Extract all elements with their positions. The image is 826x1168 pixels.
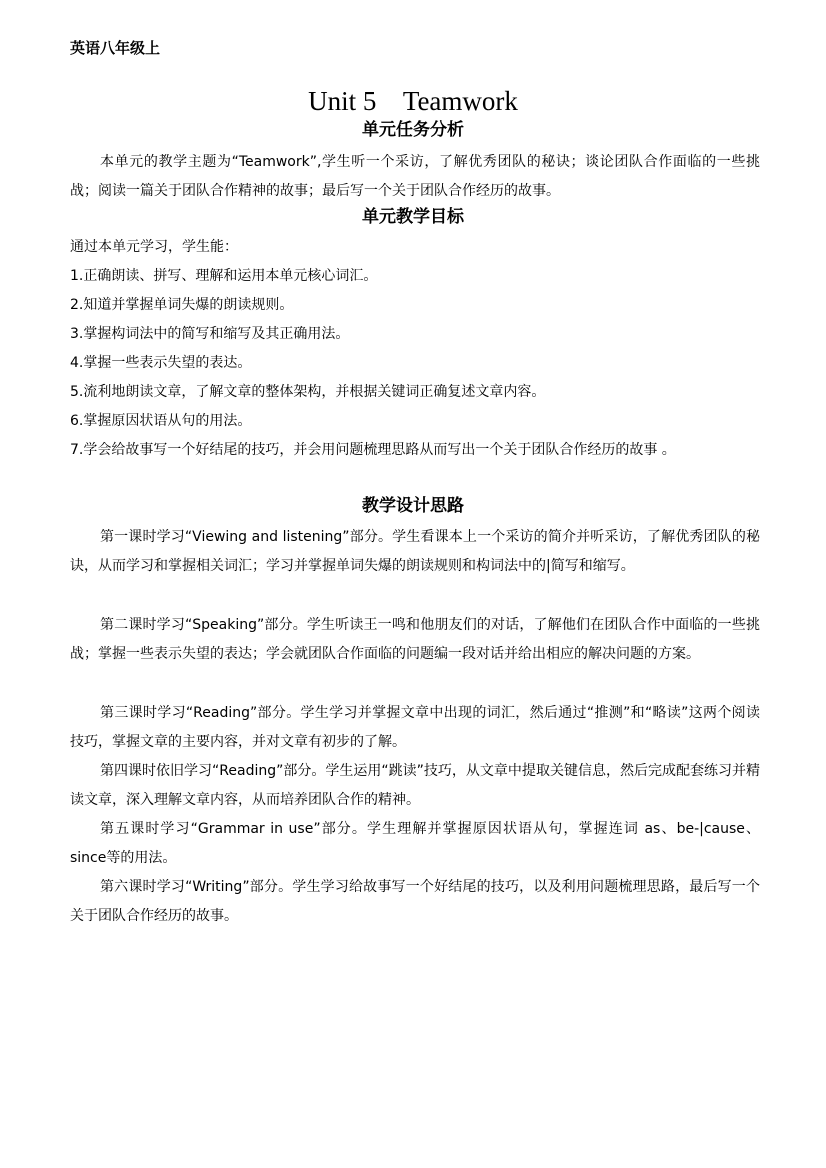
- goal-item: 3.掌握构词法中的简写和缩写及其正确用法。: [70, 326, 350, 342]
- goals-intro: 通过本单元学习，学生能：: [70, 239, 238, 255]
- goal-item: 1.正确朗读、拼写、理解和运用本单元核心词汇。: [70, 268, 378, 284]
- goal-item: 6.掌握原因状语从句的用法。: [70, 413, 252, 429]
- goal-item: 4.掌握一些表示失望的表达。: [70, 355, 252, 371]
- section-heading-design-ideas: 教学设计思路: [362, 496, 464, 516]
- lesson-paragraph-6: 第六课时学习“Writing”部分。学生学习给故事写一个好结尾的技巧，以及利用问题梳理思路，最后写一个关于团队合作经历的故事。: [70, 879, 760, 924]
- page-header: 英语八年级上: [70, 39, 161, 57]
- unit-title: Unit 5 Teamwork: [308, 86, 518, 116]
- goal-item: 7.学会给故事写一个好结尾的技巧，并会用问题梳理思路从而写出一个关于团队合作经历的故事 。: [70, 442, 676, 458]
- goal-item: 5.流利地朗读文章，了解文章的整体架构，并根据关键词正确复述文章内容。: [70, 384, 546, 400]
- task-analysis-paragraph: 本单元的教学主题为“Teamwork”,学生听一个采访，了解优秀团队的秘诀；谈论团队合作面临的一些挑战；阅读一篇关于团队合作精神的故事；最后写一个关于团队合作经历的故事。: [70, 154, 760, 199]
- goal-item: 2.知道并掌握单词失爆的朗读规则。: [70, 297, 294, 313]
- goals-list: [70, 262, 760, 465]
- section-heading-task-analysis: 单元任务分析: [362, 120, 464, 140]
- lesson-paragraph-4: 第四课时依旧学习“Reading”部分。学生运用“跳读”技巧，从文章中提取关键信息，然后完成配套练习并精读文章，深入理解文章内容，从而培养团队合作的精神。: [70, 763, 760, 808]
- lesson-paragraph-1: 第一课时学习“Viewing and listening”部分。学生看课本上一个采访的简介并听采访，了解优秀团队的秘诀，从而学习和掌握相关词汇；学习并掌握单词失爆的朗读规则和构词法中的|简写和缩写。: [70, 529, 760, 574]
- section-heading-teaching-goals: 单元教学目标: [362, 207, 464, 227]
- lesson-paragraph-3: 第三课时学习“Reading”部分。学生学习并掌握文章中出现的词汇，然后通过“推测”和“略读”这两个阅读技巧，掌握文章的主要内容，并对文章有初步的了解。: [70, 705, 760, 750]
- lesson-paragraph-2: 第二课时学习“Speaking”部分。学生听读王一鸣和他朋友们的对话，了解他们在团队合作中面临的一些挑战；掌握一些表示失望的表达；学会就团队合作面临的问题编一段对话并给出相应的解决问题的方案。: [70, 617, 760, 662]
- lesson-paragraph-5: 第五课时学习“Grammar in use”部分。学生理解并掌握原因状语从句，掌握连词 as、be-|cause、 since等的用法。: [70, 821, 760, 866]
